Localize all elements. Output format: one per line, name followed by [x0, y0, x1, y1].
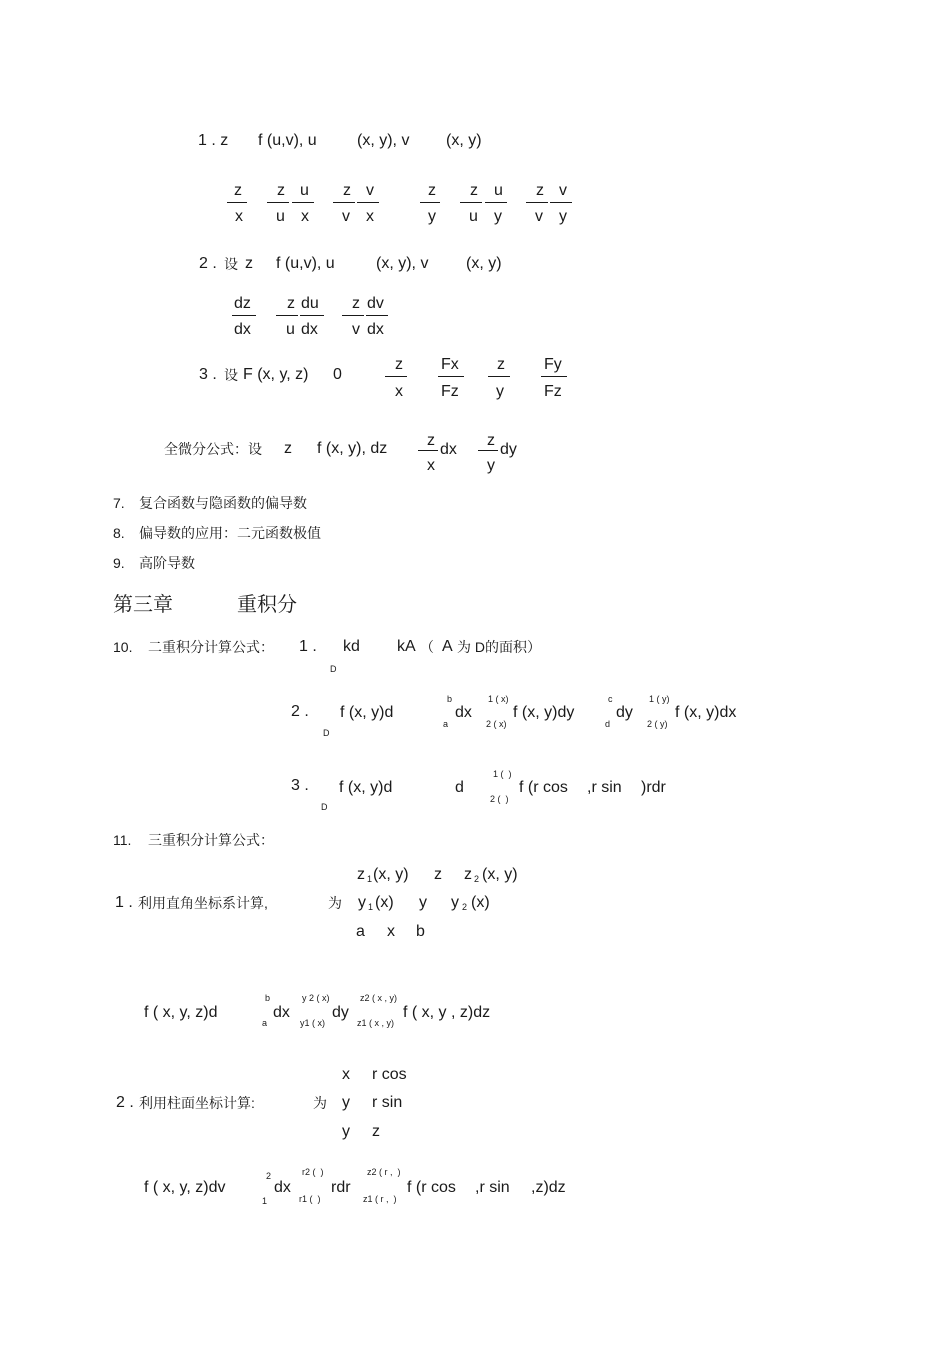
fraction-bar [485, 202, 507, 203]
integral-lower: 2 ( y) [647, 719, 668, 729]
integral-lower: 1 [262, 1196, 268, 1206]
formula-2-part: f (u,v), u [276, 255, 335, 272]
integral-domain: D [323, 728, 330, 738]
region-bound: x [387, 923, 395, 940]
chapter-title: 重积分 [237, 592, 297, 616]
fraction-denominator: x [427, 457, 435, 474]
fraction-numerator: z [395, 356, 403, 373]
region-bound: (x) [471, 894, 490, 911]
fraction-denominator: x [395, 383, 403, 400]
fraction-numerator: z [352, 295, 360, 312]
fraction-bar [300, 315, 324, 316]
fraction-numerator: z [287, 295, 295, 312]
note-variable: A [442, 638, 453, 655]
region-bound: x [342, 1066, 350, 1083]
fraction-numerator: z [277, 182, 285, 199]
fraction-bar [526, 202, 548, 203]
formula-index: 3 . [291, 777, 309, 794]
region-bound: r sin [372, 1094, 403, 1111]
fraction-denominator: dx [301, 321, 318, 338]
subscript: 2 [474, 874, 480, 884]
region-wei: 为 [313, 1095, 327, 1111]
fraction-numerator: u [300, 182, 309, 199]
region-bound: y [358, 894, 366, 911]
integral-domain: D [321, 802, 328, 812]
fraction-denominator: dx [367, 321, 384, 338]
fraction-bar [478, 450, 498, 451]
fraction-numerator: dv [367, 295, 384, 312]
method-text: 利用直角坐标系计算, [138, 895, 268, 911]
integral-upper: b [447, 694, 453, 704]
formula-3-she: 设 [224, 367, 238, 383]
formula-part: ,r sin [587, 779, 622, 796]
formula-part: dy [616, 704, 633, 721]
total-part: dy [500, 441, 517, 458]
formula-2-index: 2 . [199, 255, 217, 272]
region-bound: (x, y) [373, 866, 409, 883]
fraction-denominator: y [496, 383, 504, 400]
fraction-numerator: u [494, 182, 503, 199]
region-bound: z [464, 866, 472, 883]
formula-part: ,r sin [475, 1179, 510, 1196]
fraction-denominator: x [301, 208, 309, 225]
formula-part: d [455, 779, 464, 796]
region-bound: z [372, 1123, 380, 1140]
formula-2-part: z [245, 255, 253, 272]
formula-index: 1 . [299, 638, 317, 655]
fraction-denominator: u [276, 208, 285, 225]
formula-part: f (x, y)dy [513, 704, 575, 721]
fraction-numerator: z [427, 432, 435, 449]
fraction-bar [333, 202, 355, 203]
total-part: dx [440, 441, 457, 458]
integral-upper: 1 ( x) [488, 694, 509, 704]
region-bound: z [434, 866, 442, 883]
subscript: 2 [462, 902, 468, 912]
formula-part: dx [273, 1004, 290, 1021]
integral-upper: c [608, 694, 613, 704]
formula-part: f ( x, y, z)d [144, 1004, 218, 1021]
fraction-bar [541, 376, 567, 377]
formula-3-index: 3 . [199, 366, 217, 383]
list-item-text: 复合函数与隐函数的偏导数 [139, 495, 307, 511]
integral-lower: z1 ( r , ) [363, 1194, 397, 1204]
region-bound: b [416, 923, 425, 940]
method-index: 1 . [115, 894, 133, 911]
fraction-denominator: v [342, 208, 350, 225]
fraction-denominator: v [352, 321, 360, 338]
region-bound: y [451, 894, 459, 911]
method-text: 利用柱面坐标计算: [139, 1095, 255, 1111]
fraction-denominator: x [366, 208, 374, 225]
integral-lower: a [443, 719, 449, 729]
list-item-number: 9. [113, 555, 125, 571]
formula-part: )rdr [641, 779, 666, 796]
formula-part: dx [274, 1179, 291, 1196]
fraction-bar [460, 202, 482, 203]
formula-part: dx [455, 704, 472, 721]
integral-upper: y 2 ( x) [302, 993, 330, 1003]
formula-part: f ( x, y , z)dz [403, 1004, 491, 1021]
list-item-number: 7. [113, 495, 125, 511]
note-paren: （ [420, 639, 434, 655]
formula-part: dy [332, 1004, 349, 1021]
region-wei: 为 [328, 895, 342, 911]
fraction-denominator: x [235, 208, 243, 225]
formula-2-she: 设 [224, 256, 238, 272]
fraction-denominator: v [535, 208, 543, 225]
formula-3-part: F (x, y, z) [243, 366, 309, 383]
formula-part: kA [397, 638, 416, 655]
integral-domain: D [330, 664, 337, 674]
region-bound: z [357, 866, 365, 883]
list-item-text: 高阶导数 [139, 555, 195, 571]
fraction-numerator: z [343, 182, 351, 199]
region-bound: y [342, 1123, 350, 1140]
formula-1-part: (x, y) [446, 132, 482, 149]
formula-1-index: 1 . z [198, 132, 229, 149]
subscript: 1 [367, 874, 373, 884]
formula-index: 2 . [291, 703, 309, 720]
formula-part: rdr [331, 1179, 351, 1196]
integral-lower: d [605, 719, 611, 729]
total-differential-label: 全微分公式：设 [164, 441, 262, 457]
integral-upper: 2 [266, 1171, 272, 1181]
integral-upper: 1 ( y) [649, 694, 670, 704]
formula-1-part: f (u,v), u [258, 132, 317, 149]
integral-lower: r1 ( ) [299, 1194, 321, 1204]
fraction-numerator: dz [234, 295, 251, 312]
fraction-numerator: Fy [544, 356, 562, 373]
fraction-bar [342, 315, 364, 316]
method-index: 2 . [116, 1094, 134, 1111]
section-title: 三重积分计算公式： [148, 832, 274, 848]
integral-lower: 2 ( x) [486, 719, 507, 729]
fraction-denominator: Fz [441, 383, 459, 400]
fraction-numerator: z [234, 182, 242, 199]
section-number: 11. [113, 832, 132, 848]
fraction-numerator: v [559, 182, 567, 199]
fraction-denominator: y [559, 208, 567, 225]
formula-part: f (r cos [407, 1179, 456, 1196]
fraction-bar [366, 315, 388, 316]
section-title: 二重积分计算公式： [148, 639, 274, 655]
fraction-bar [550, 202, 572, 203]
fraction-denominator: u [286, 321, 295, 338]
formula-1-part: (x, y), v [357, 132, 410, 149]
integral-upper: r2 ( ) [302, 1167, 324, 1177]
total-part: f (x, y), dz [317, 440, 388, 457]
fraction-denominator: dx [234, 321, 251, 338]
formula-part: kd [343, 638, 360, 655]
fraction-bar [232, 315, 256, 316]
region-bound: (x, y) [482, 866, 518, 883]
formula-part: f (x, y)dx [675, 704, 737, 721]
fraction-numerator: z [470, 182, 478, 199]
region-bound: r cos [372, 1066, 407, 1083]
formula-3-part: 0 [333, 366, 342, 383]
fraction-bar [488, 376, 510, 377]
formula-2-part: (x, y), v [376, 255, 429, 272]
fraction-numerator: z [487, 432, 495, 449]
section-number: 10. [113, 639, 133, 655]
formula-part: ,z)dz [531, 1179, 566, 1196]
region-bound: y [419, 894, 427, 911]
integral-upper: 1 ( ) [493, 769, 512, 779]
integral-upper: z2 ( x , y) [360, 993, 398, 1003]
fraction-denominator: u [469, 208, 478, 225]
fraction-numerator: z [497, 356, 505, 373]
integral-lower: a [262, 1018, 268, 1028]
integral-upper: b [265, 993, 271, 1003]
fraction-numerator: z [428, 182, 436, 199]
list-item-text: 偏导数的应用：二元函数极值 [139, 525, 321, 541]
region-bound: a [356, 923, 365, 940]
formula-part: f (x, y)d [339, 779, 393, 796]
integral-lower: z1 ( x , y) [357, 1018, 395, 1028]
fraction-bar [385, 376, 407, 377]
fraction-numerator: v [366, 182, 374, 199]
fraction-denominator: y [494, 208, 502, 225]
formula-part: f (r cos [519, 779, 568, 796]
fraction-denominator: y [428, 208, 436, 225]
fraction-denominator: y [487, 457, 495, 474]
fraction-bar [418, 450, 438, 451]
fraction-bar [357, 202, 379, 203]
formula-2-part: (x, y) [466, 255, 502, 272]
fraction-bar [438, 376, 464, 377]
fraction-bar [276, 315, 298, 316]
region-bound: y [342, 1094, 350, 1111]
integral-lower: 2 ( ) [490, 794, 509, 804]
fraction-bar [267, 202, 289, 203]
integral-lower: y1 ( x) [300, 1018, 326, 1028]
chapter-label: 第三章 [113, 592, 173, 616]
subscript: 1 [368, 902, 374, 912]
region-bound: (x) [375, 894, 394, 911]
fraction-bar [420, 202, 440, 203]
fraction-numerator: Fx [441, 356, 459, 373]
fraction-denominator: Fz [544, 383, 562, 400]
fraction-numerator: z [536, 182, 544, 199]
total-part: z [284, 440, 292, 457]
fraction-bar [292, 202, 314, 203]
fraction-numerator: du [301, 295, 319, 312]
list-item-number: 8. [113, 525, 125, 541]
formula-part: f ( x, y, z)dv [144, 1179, 226, 1196]
integral-upper: z2 ( r , ) [367, 1167, 401, 1177]
fraction-bar [227, 202, 247, 203]
formula-part: f (x, y)d [340, 704, 394, 721]
formula-note: 为 D的面积） [457, 639, 541, 655]
